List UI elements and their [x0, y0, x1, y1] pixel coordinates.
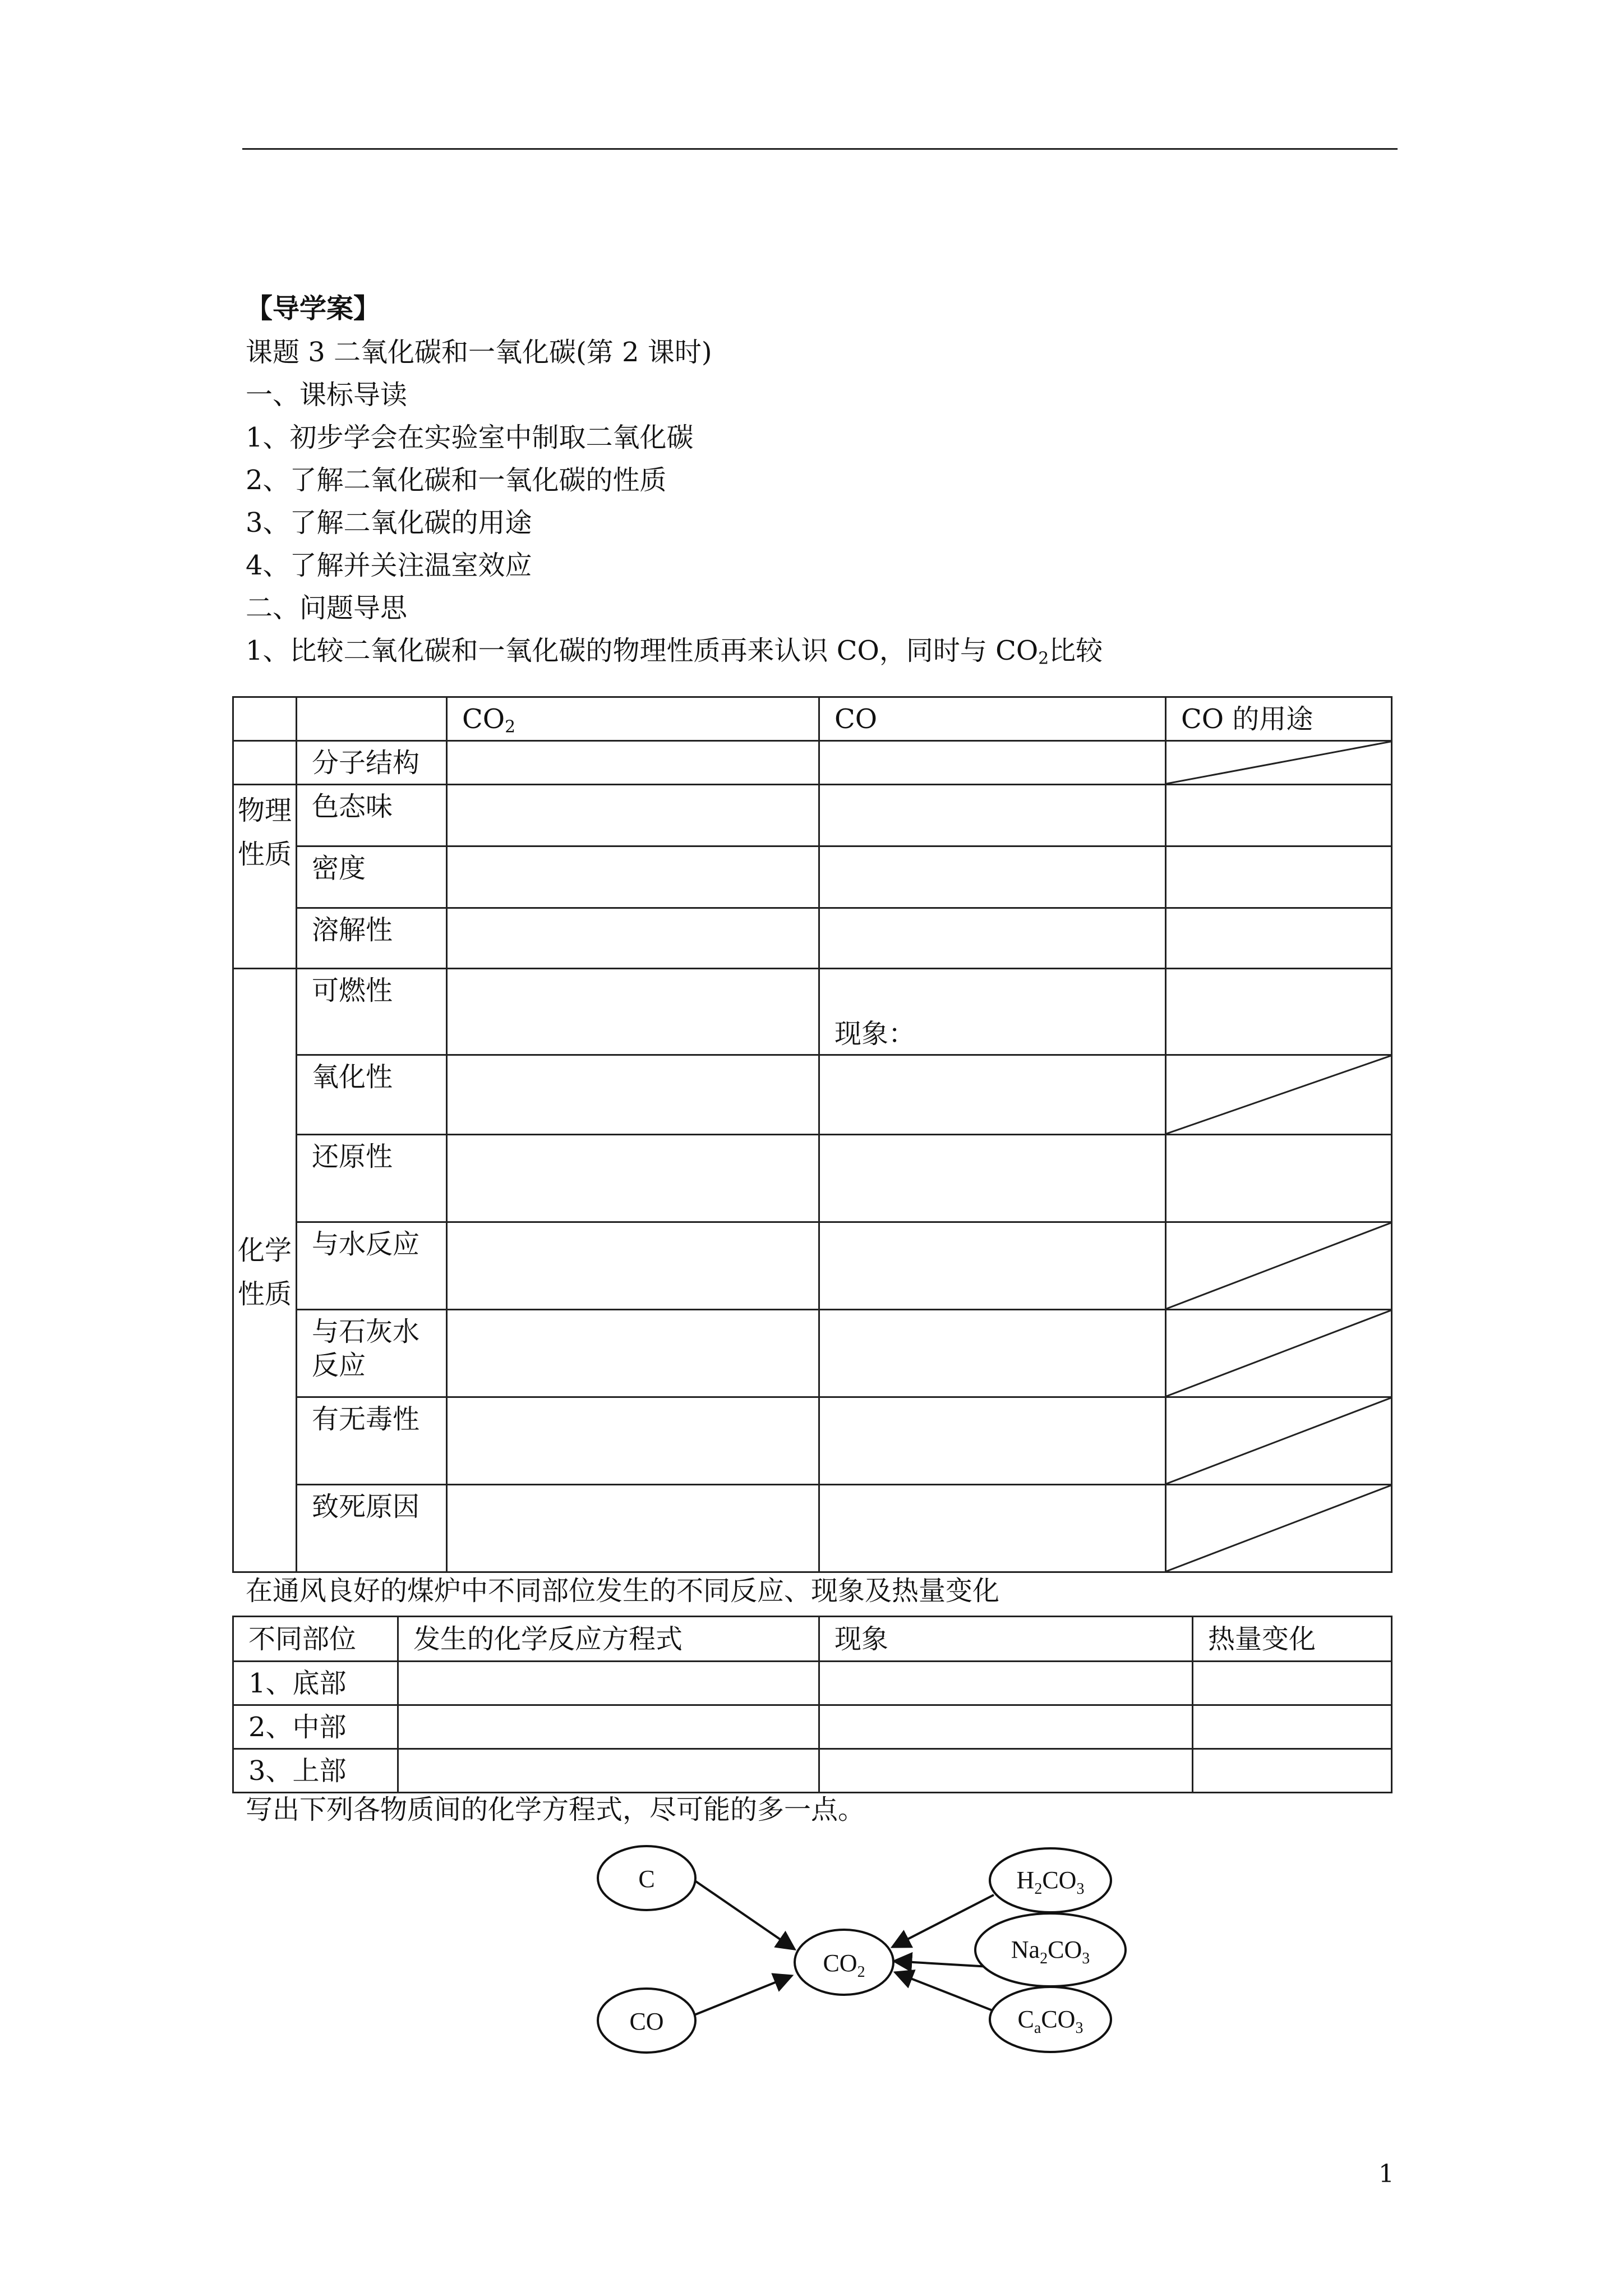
arrow-caco3-to-co2 — [895, 1972, 998, 2013]
stove-caption: 在通风良好的煤炉中不同部位发生的不同反应、现象及热量变化 — [246, 1575, 1000, 1607]
table-row — [233, 1397, 1392, 1485]
table-cell — [1166, 785, 1392, 846]
table-cell — [447, 1397, 819, 1485]
table-cell — [447, 741, 819, 785]
row-label: 色态味 — [297, 785, 447, 846]
row-label: 还原性 — [297, 1135, 447, 1222]
struck-cell — [1166, 1485, 1392, 1572]
table-cell — [233, 697, 297, 741]
diagonal-strike — [1166, 1223, 1391, 1309]
lesson-title: 课题 3 二氧化碳和一氧化碳(第 2 课时) — [246, 337, 712, 368]
table-cell — [447, 969, 819, 1055]
table-cell — [819, 1222, 1166, 1310]
table-row — [233, 846, 1392, 908]
table-cell — [447, 908, 819, 969]
table-cell — [398, 1749, 819, 1793]
table-cell — [819, 1055, 1166, 1135]
struck-cell — [1166, 741, 1392, 785]
table-cell — [447, 1055, 819, 1135]
table-cell — [819, 1749, 1193, 1793]
header-co: CO — [819, 697, 1166, 741]
table-row — [233, 741, 1392, 785]
row-label: 有无毒性 — [297, 1397, 447, 1485]
table-cell — [447, 1485, 819, 1572]
table-row — [233, 785, 1392, 846]
diagram-caption: 写出下列各物质间的化学方程式，尽可能的多一点。 — [246, 1794, 865, 1825]
table-row — [233, 969, 1392, 1055]
table-cell — [233, 741, 297, 785]
diagonal-strike — [1166, 1398, 1391, 1484]
table-cell — [447, 785, 819, 846]
table-cell — [447, 1135, 819, 1222]
row-label: 2、中部 — [233, 1705, 398, 1749]
goal-item: 4、了解并关注温室效应 — [246, 550, 532, 581]
arrow-c-to-co2 — [694, 1880, 795, 1949]
table-cell — [398, 1662, 819, 1705]
table-row — [233, 1222, 1392, 1310]
table-cell — [819, 785, 1166, 846]
section1-title: 一、课标导读 — [246, 379, 408, 411]
table-cell — [447, 1222, 819, 1310]
row-label: 3、上部 — [233, 1749, 398, 1793]
column-header: 热量变化 — [1193, 1617, 1392, 1662]
table-row — [233, 1055, 1392, 1135]
table-cell — [398, 1705, 819, 1749]
diagonal-strike — [1166, 1485, 1391, 1571]
row-label: 与石灰水反应 — [297, 1310, 447, 1397]
table-row — [233, 1705, 1392, 1749]
table-cell — [819, 1310, 1166, 1397]
table-cell — [447, 1310, 819, 1397]
label-co: CO — [629, 2008, 664, 2035]
table-cell — [819, 1485, 1166, 1572]
header-rule — [242, 148, 1398, 150]
table-cell — [297, 697, 447, 741]
row-label: 氧化性 — [297, 1055, 447, 1135]
table-cell — [819, 1705, 1193, 1749]
struck-cell — [1166, 1397, 1392, 1485]
group-label-chemical: 化学性质 — [233, 969, 297, 1572]
arrow-co-to-co2 — [694, 1976, 792, 2015]
table-row — [233, 1617, 1392, 1662]
observation-label: 现象： — [834, 1018, 916, 1050]
table-cell — [447, 846, 819, 908]
row-label: 与水反应 — [297, 1222, 447, 1310]
table-row — [233, 697, 1392, 741]
stove-table — [232, 1616, 1393, 1793]
table-row — [233, 1310, 1392, 1397]
arrow-na2co3-to-co2 — [894, 1961, 989, 1967]
goal-item: 2、了解二氧化碳和一氧化碳的性质 — [246, 464, 667, 496]
row-label: 1、底部 — [233, 1662, 398, 1705]
column-header: 不同部位 — [233, 1617, 398, 1662]
table-cell — [1193, 1749, 1392, 1793]
label-h2co3: $H_2CO_3$ — [1016, 1866, 1085, 1898]
properties-table — [232, 696, 1393, 1573]
table-cell — [819, 1662, 1193, 1705]
goal-item: 1、初步学会在实验室中制取二氧化碳 — [246, 422, 694, 453]
row-label: 可燃性 — [297, 969, 447, 1055]
header-co2: $CO_2$ — [447, 697, 819, 741]
label-c: C — [638, 1865, 655, 1893]
table-cell — [1166, 969, 1392, 1055]
guide-heading: 【导学案】 — [246, 293, 381, 324]
goal-item: 3、了解二氧化碳的用途 — [246, 507, 532, 539]
table-cell — [819, 1135, 1166, 1222]
question-1: 1、比较二氧化碳和一氧化碳的物理性质再来认识 CO，同时与 $CO_2$比较 — [246, 635, 1103, 669]
row-label: 密度 — [297, 846, 447, 908]
table-row — [233, 1485, 1392, 1572]
section2-title: 二、问题导思 — [246, 592, 408, 624]
table-cell — [819, 846, 1166, 908]
table-cell — [1193, 1705, 1392, 1749]
struck-cell — [1166, 1310, 1392, 1397]
label-co2: $CO_2$ — [823, 1949, 865, 1981]
struck-cell — [1166, 1222, 1392, 1310]
label-caco3: $C_aCO_3$ — [1017, 2005, 1083, 2037]
row-label: 分子结构 — [297, 741, 447, 785]
table-cell — [819, 969, 1166, 1055]
page-number: 1 — [1378, 2160, 1394, 2188]
table-cell — [819, 1397, 1166, 1485]
row-label: 致死原因 — [297, 1485, 447, 1572]
table-row — [233, 1135, 1392, 1222]
table-cell — [1166, 908, 1392, 969]
header-co-use: CO 的用途 — [1166, 697, 1392, 741]
table-cell — [1166, 846, 1392, 908]
table-row — [233, 1749, 1392, 1793]
table-row — [233, 1662, 1392, 1705]
column-header: 发生的化学反应方程式 — [398, 1617, 819, 1662]
column-header: 现象 — [819, 1617, 1193, 1662]
table-row — [233, 908, 1392, 969]
diagonal-strike — [1166, 742, 1391, 784]
diagonal-strike — [1166, 1056, 1391, 1134]
group-label-physical: 物理性质 — [233, 785, 297, 969]
diagonal-strike — [1166, 1310, 1391, 1396]
row-label: 溶解性 — [297, 908, 447, 969]
table-cell — [1166, 1135, 1392, 1222]
label-na2co3: $Na_2CO_3$ — [1011, 1936, 1090, 1967]
table-cell — [819, 741, 1166, 785]
reaction-diagram — [583, 1834, 1133, 2070]
table-cell — [819, 908, 1166, 969]
table-cell — [1193, 1662, 1392, 1705]
struck-cell — [1166, 1055, 1392, 1135]
